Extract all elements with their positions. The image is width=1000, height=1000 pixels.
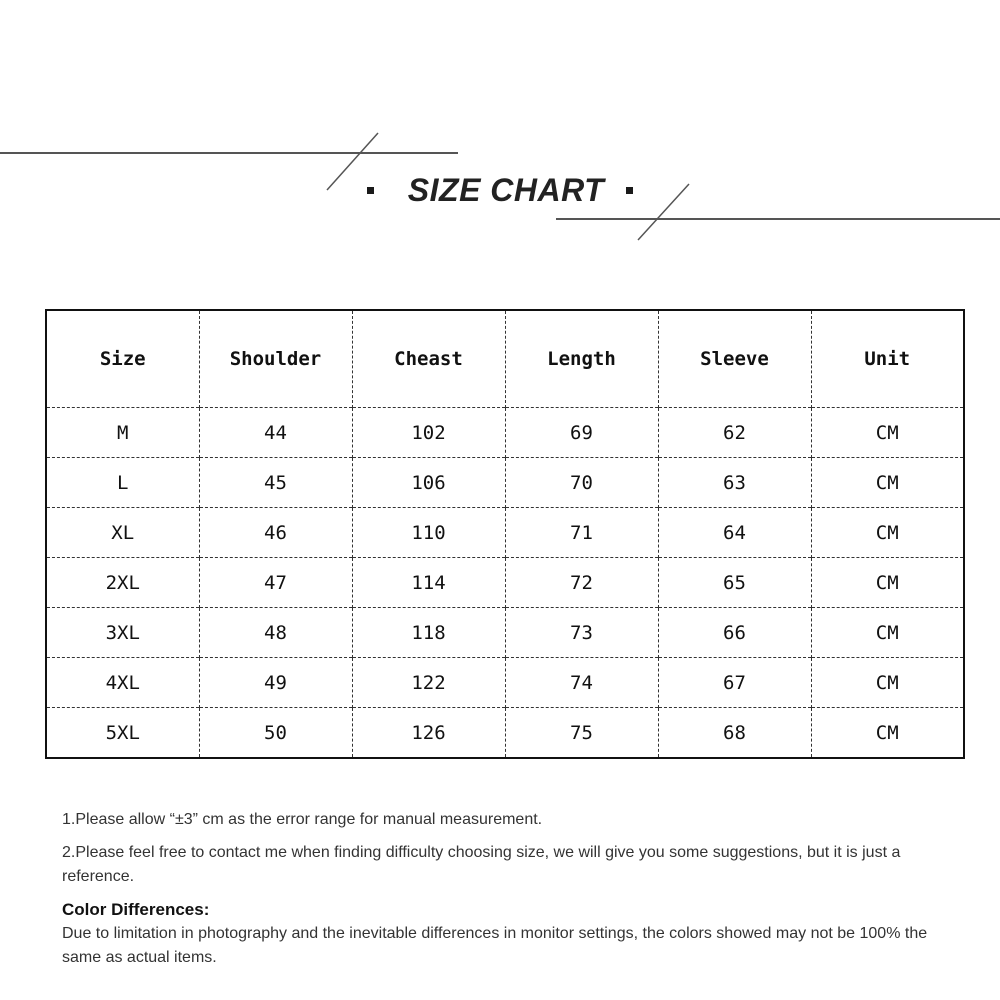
table-cell: 49 [199,658,352,708]
table-cell: L [46,458,199,508]
table-cell: 68 [658,708,811,759]
table-cell: 50 [199,708,352,759]
measurement-note: 1.Please allow “±3” cm as the error range for manual measurement. [62,811,543,828]
table-cell: 102 [352,408,505,458]
table-cell: 64 [658,508,811,558]
table-cell: 3XL [46,608,199,658]
table-cell: 5XL [46,708,199,759]
page-title: SIZE CHART [407,171,605,208]
table-cell: 72 [505,558,658,608]
table-row [46,558,964,608]
table-cell: XL [46,508,199,558]
notes-section [62,808,942,970]
table-cell: 66 [658,608,811,658]
table-cell: 71 [505,508,658,558]
table-cell: 63 [658,458,811,508]
table-cell: 122 [352,658,505,708]
table-row [46,408,964,458]
contact-note: 2.Please feel free to contact me when finding difficulty choosing size, we will give you some suggestions, but it is just a reference. [62,844,901,885]
table-cell: 62 [658,408,811,458]
table-cell: 126 [352,708,505,759]
table-cell: 110 [352,508,505,558]
table-cell: CM [811,708,964,759]
table-row [46,508,964,558]
size-table [45,309,965,759]
table-cell: 4XL [46,658,199,708]
table-row [46,608,964,658]
table-cell: 2XL [46,558,199,608]
column-header: Unit [811,310,964,408]
table-cell: CM [811,558,964,608]
table-cell: 73 [505,608,658,658]
color-differences-text: Due to limitation in photography and the inevitable differences in monitor settings, the colors showed may not be 100% the same as actual items. [62,925,928,966]
table-cell: 46 [199,508,352,558]
table-cell: CM [811,508,964,558]
table-cell: 75 [505,708,658,759]
table-header-row [46,310,964,408]
right-square-bullet-icon [626,187,633,194]
table-cell: 114 [352,558,505,608]
decorative-lines [0,0,1000,260]
table-cell: 65 [658,558,811,608]
table-cell: 69 [505,408,658,458]
column-header: Sleeve [658,310,811,408]
left-square-bullet-icon [367,187,374,194]
table-cell: 118 [352,608,505,658]
table-row [46,458,964,508]
table-row [46,658,964,708]
table-cell: CM [811,608,964,658]
table-cell: CM [811,408,964,458]
table-cell: 48 [199,608,352,658]
table-cell: 67 [658,658,811,708]
table-cell: M [46,408,199,458]
table-cell: 45 [199,458,352,508]
table-cell: 70 [505,458,658,508]
column-header: Shoulder [199,310,352,408]
table-cell: CM [811,658,964,708]
table-cell: 44 [199,408,352,458]
column-header: Length [505,310,658,408]
table-cell: CM [811,458,964,508]
column-header: Size [99,348,146,370]
column-header: Cheast [352,310,505,408]
table-cell: 106 [352,458,505,508]
table-row [46,708,964,759]
title-row [0,168,1000,212]
color-differences-heading: Color Differences: [62,900,210,919]
table-cell: 47 [199,558,352,608]
table-cell: 74 [505,658,658,708]
